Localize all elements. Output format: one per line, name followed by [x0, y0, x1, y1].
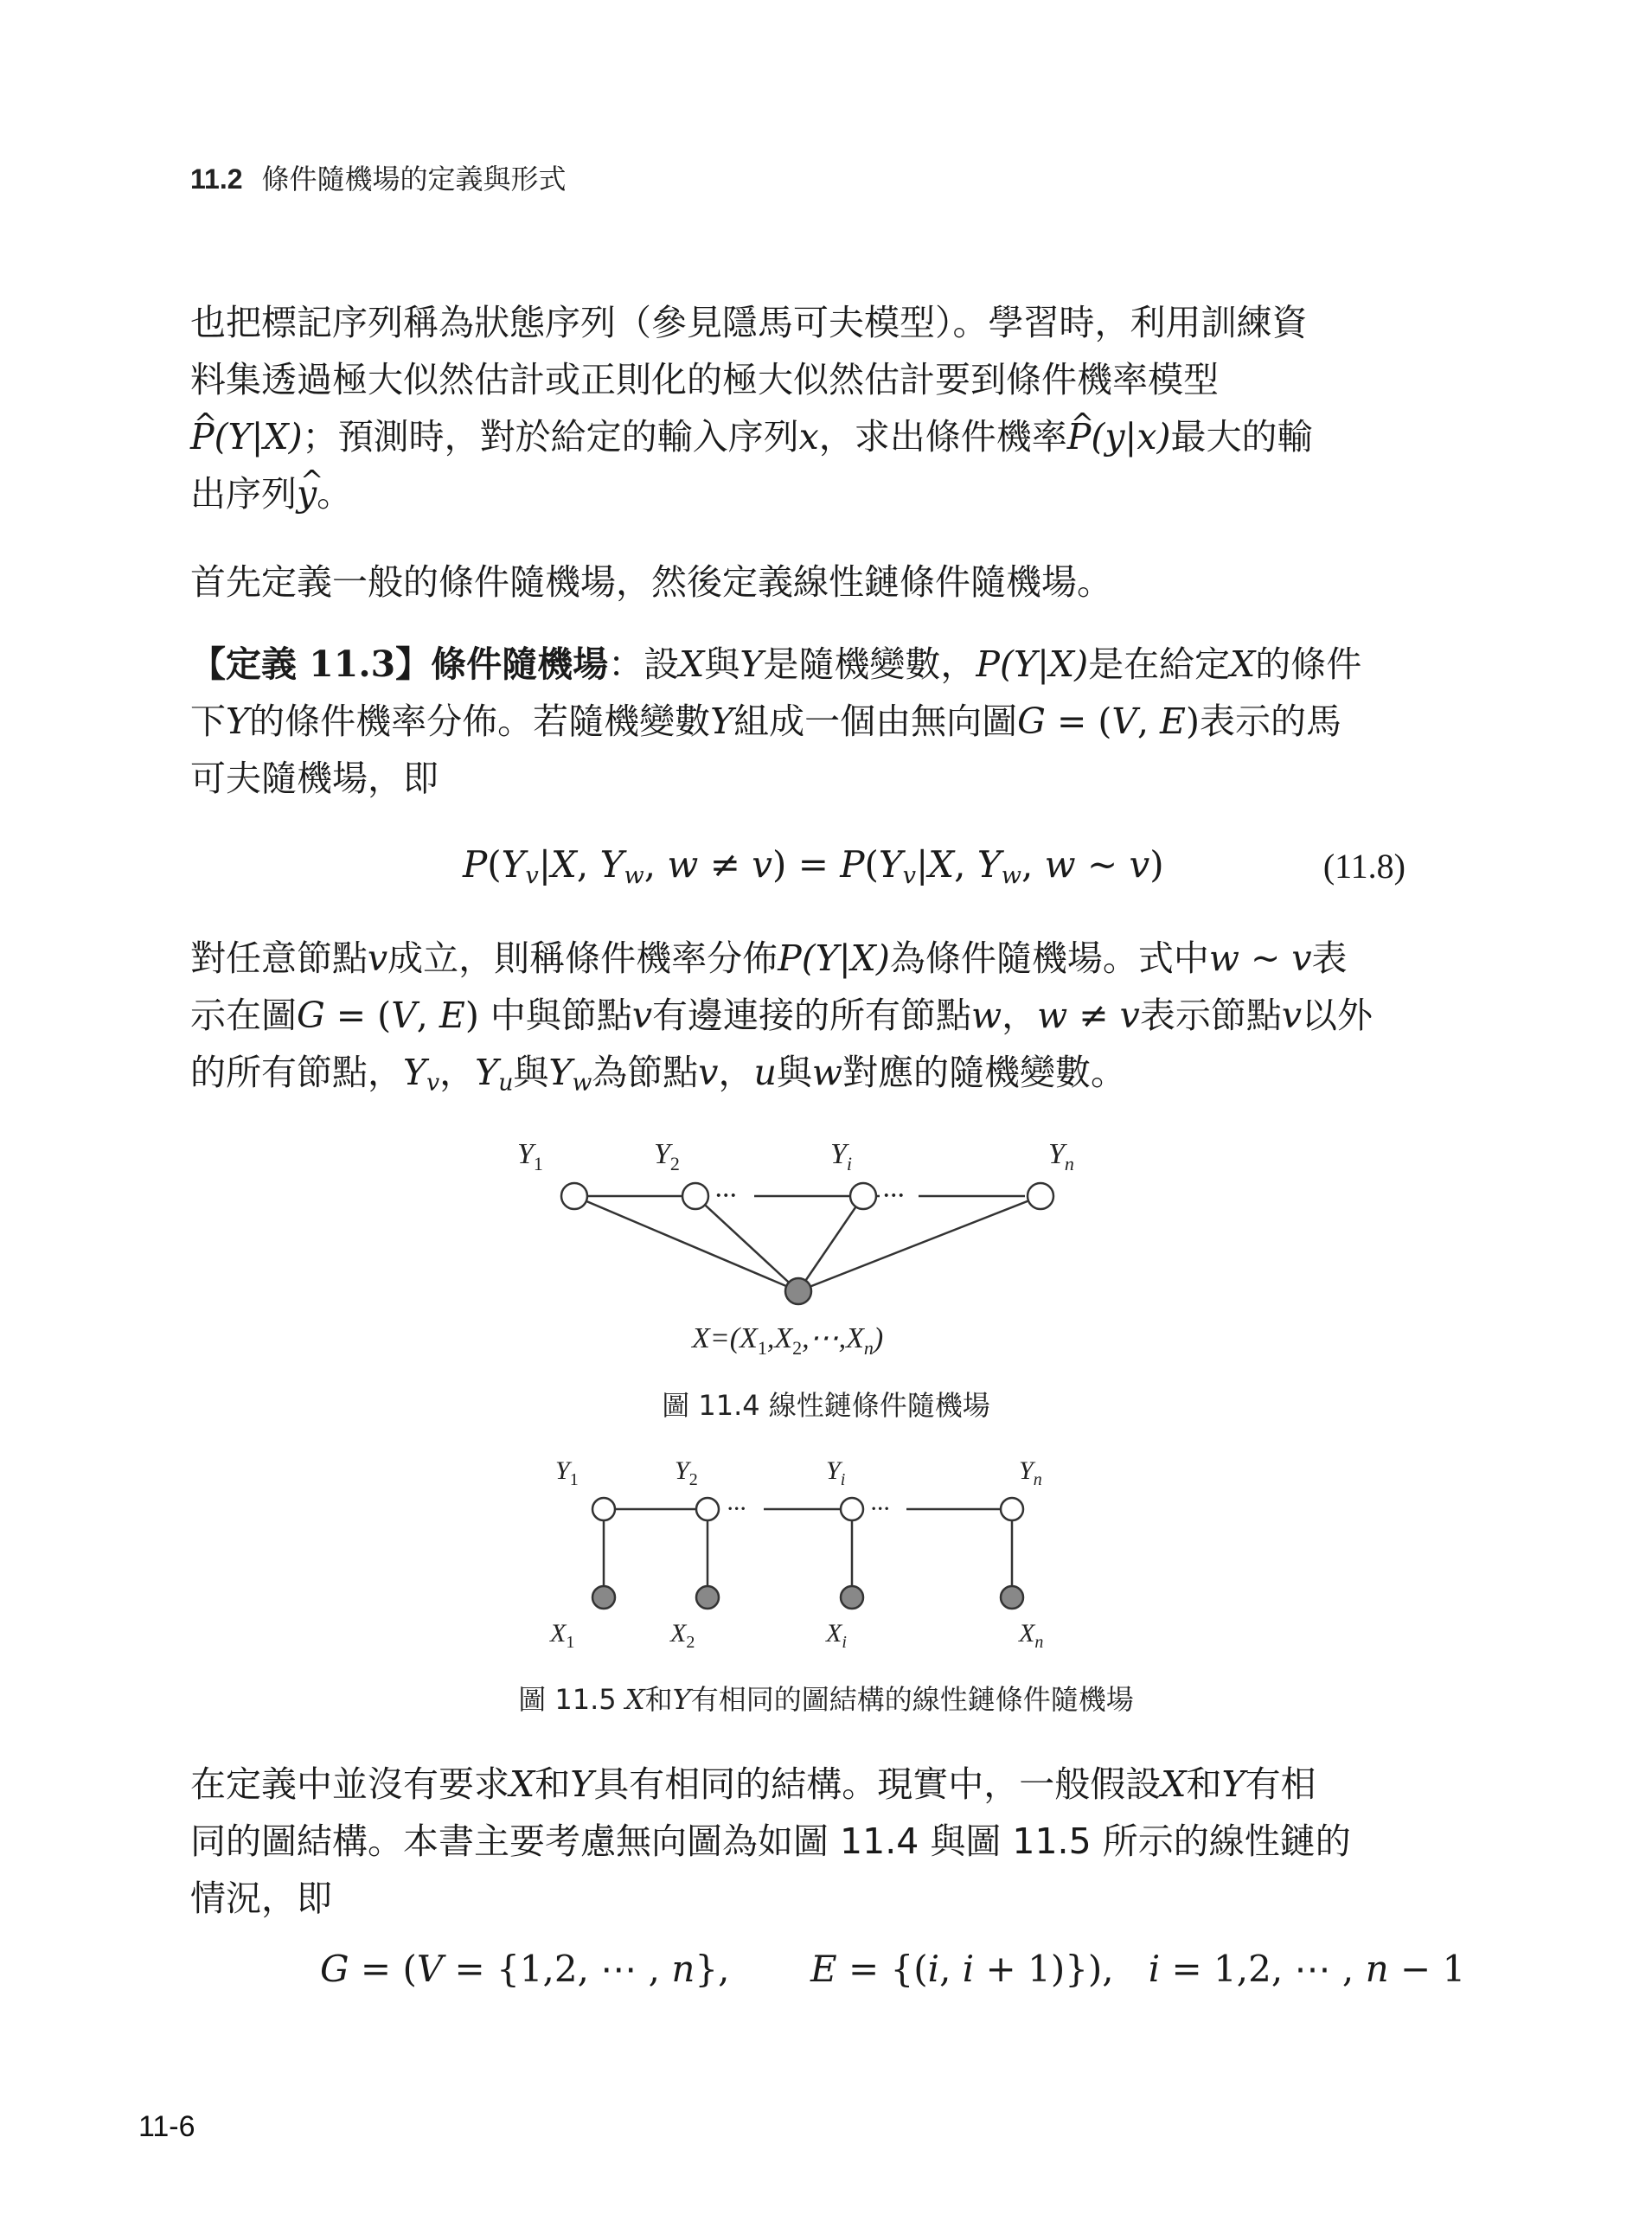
dots-right: ···	[882, 1180, 905, 1212]
dots-left: ···	[714, 1180, 737, 1212]
equation-graph-structure: G = (V = {1,2, ⋯ , n}, E = {(i, i + 1)}), i = 1,2, ⋯ , n − 1	[320, 1948, 1466, 1990]
para1-line3: ^ P(Y|X)；預測時，對於給定的輸入序列x，求出條件機率^ P(y|x)最大的輸	[190, 408, 1405, 465]
node-y2	[696, 1498, 719, 1520]
label-x1: X	[550, 1619, 567, 1648]
svg-text:Y1: $Y_1$	[555, 1456, 579, 1489]
para4-line3: 情況，即	[190, 1878, 332, 1919]
label-y1: Y	[555, 1456, 570, 1485]
definition-line1: 【定義 11.3】條件隨機場：設X與Y是隨機變數，P(Y|X)是在給定X的條件	[190, 643, 1362, 685]
definition-line2: 下Y的條件機率分佈。若隨機變數Y組成一個由無向圖G = (V, E)表示的馬	[190, 701, 1341, 742]
node-yi	[841, 1498, 863, 1520]
node-yn	[1028, 1183, 1053, 1209]
node-y1	[592, 1498, 615, 1520]
node-yi	[850, 1183, 876, 1209]
page-number: 11-6	[138, 2110, 195, 2143]
svg-text:Xi: $X_i$	[826, 1619, 847, 1652]
label-y2: Y	[675, 1456, 689, 1485]
node-xn	[1001, 1586, 1023, 1609]
node-y1	[561, 1183, 587, 1209]
svg-text:Yn: $Y_n$	[1048, 1138, 1074, 1174]
label-yi: Y	[826, 1456, 841, 1485]
paragraph-3	[190, 930, 1405, 1112]
label-x-vector: $X=(X_1,X_2,\cdots,X_n)$	[692, 1322, 884, 1359]
equation-number: (11.8)	[1322, 847, 1405, 886]
para1-line1: 也把標記序列稱為狀態序列（參見隱馬可夫模型）。學習時，利用訓練資	[190, 302, 1308, 343]
svg-text:Y1: $Y_1$	[517, 1138, 543, 1174]
para3-line3: 的所有節點，$Y_v$，$Y_u$與$Y_w$為節點v，u與w對應的隨機變數。	[190, 1052, 1126, 1097]
node-x	[785, 1278, 811, 1304]
paragraph-1	[190, 294, 1405, 522]
svg-text:Yn: $Y_n$	[1019, 1456, 1042, 1489]
svg-text:Y2: $Y_2$	[675, 1456, 698, 1489]
label-yi: Y	[830, 1138, 847, 1170]
para4-line2: 同的圖結構。本書主要考慮無向圖為如圖 11.4 與圖 11.5 所示的線性鏈的	[190, 1820, 1351, 1862]
svg-text:Yi: $Y_i$	[830, 1138, 853, 1174]
node-xi	[841, 1586, 863, 1609]
dots-left: ···	[727, 1494, 746, 1523]
definition-title: 【定義 11.3】條件隨機場	[190, 643, 609, 685]
para1-line4: 出序列^ y。	[190, 465, 1405, 522]
svg-text:Y2: $Y_2$	[654, 1138, 680, 1174]
figure-11-5-diagram	[0, 1453, 1652, 1652]
label-yn: Y	[1019, 1456, 1034, 1485]
figure-11-4-diagram	[0, 1129, 1652, 1371]
para1-line2: 料集透過極大似然估計或正則化的極大似然估計要到條件機率模型	[190, 359, 1219, 400]
figure-11-4-caption: 圖 11.4 線性鏈條件隨機場	[662, 1389, 990, 1422]
node-x1	[592, 1586, 615, 1609]
equation-11-8: $P(Y_v|X$, $Y_w$, $w \ne v) = P(Y_v|X$, $Y_w$, w ~ v)	[463, 843, 1164, 889]
svg-text:X1: $X_1$	[550, 1619, 575, 1652]
svg-text:X2: $X_2$	[670, 1619, 695, 1652]
node-y2	[682, 1183, 708, 1209]
label-yn: Y	[1048, 1138, 1065, 1170]
para3-line1: 對任意節點v成立，則稱條件機率分佈P(Y|X)為條件隨機場。式中w ~ v表	[190, 937, 1348, 979]
para4-line1: 在定義中並沒有要求X和Y具有相同的結構。現實中，一般假設X和Y有相	[190, 1763, 1316, 1805]
label-xn: X	[1019, 1619, 1035, 1648]
label-x2: X	[670, 1619, 687, 1648]
svg-text:Yi: $Y_i$	[826, 1456, 846, 1489]
definition-11-3	[190, 636, 1405, 807]
section-title: 條件隨機場的定義與形式	[261, 163, 567, 195]
label-y2: Y	[654, 1138, 670, 1170]
definition-line3: 可夫隨機場，即	[190, 758, 439, 799]
running-header	[190, 157, 567, 197]
dots-right: ···	[870, 1494, 890, 1523]
paragraph-4	[190, 1756, 1405, 1927]
paragraph-2: 首先定義一般的條件隨機場，然後定義線性鏈條件隨機場。	[190, 561, 1112, 603]
figure-11-5-caption: 圖 11.5 X和Y有相同的圖結構的線性鏈條件隨機場	[518, 1683, 1134, 1716]
label-y1: Y	[517, 1138, 534, 1170]
node-yn	[1001, 1498, 1023, 1520]
para3-line2: 示在圖G = (V, E) 中與節點v有邊連接的所有節點w，w ≠ v表示節點v以外	[190, 995, 1373, 1036]
section-number: 11.2	[190, 163, 243, 195]
node-x2	[696, 1586, 719, 1609]
label-xi: X	[826, 1619, 842, 1648]
svg-text:Xn: $X_n$	[1019, 1619, 1044, 1652]
